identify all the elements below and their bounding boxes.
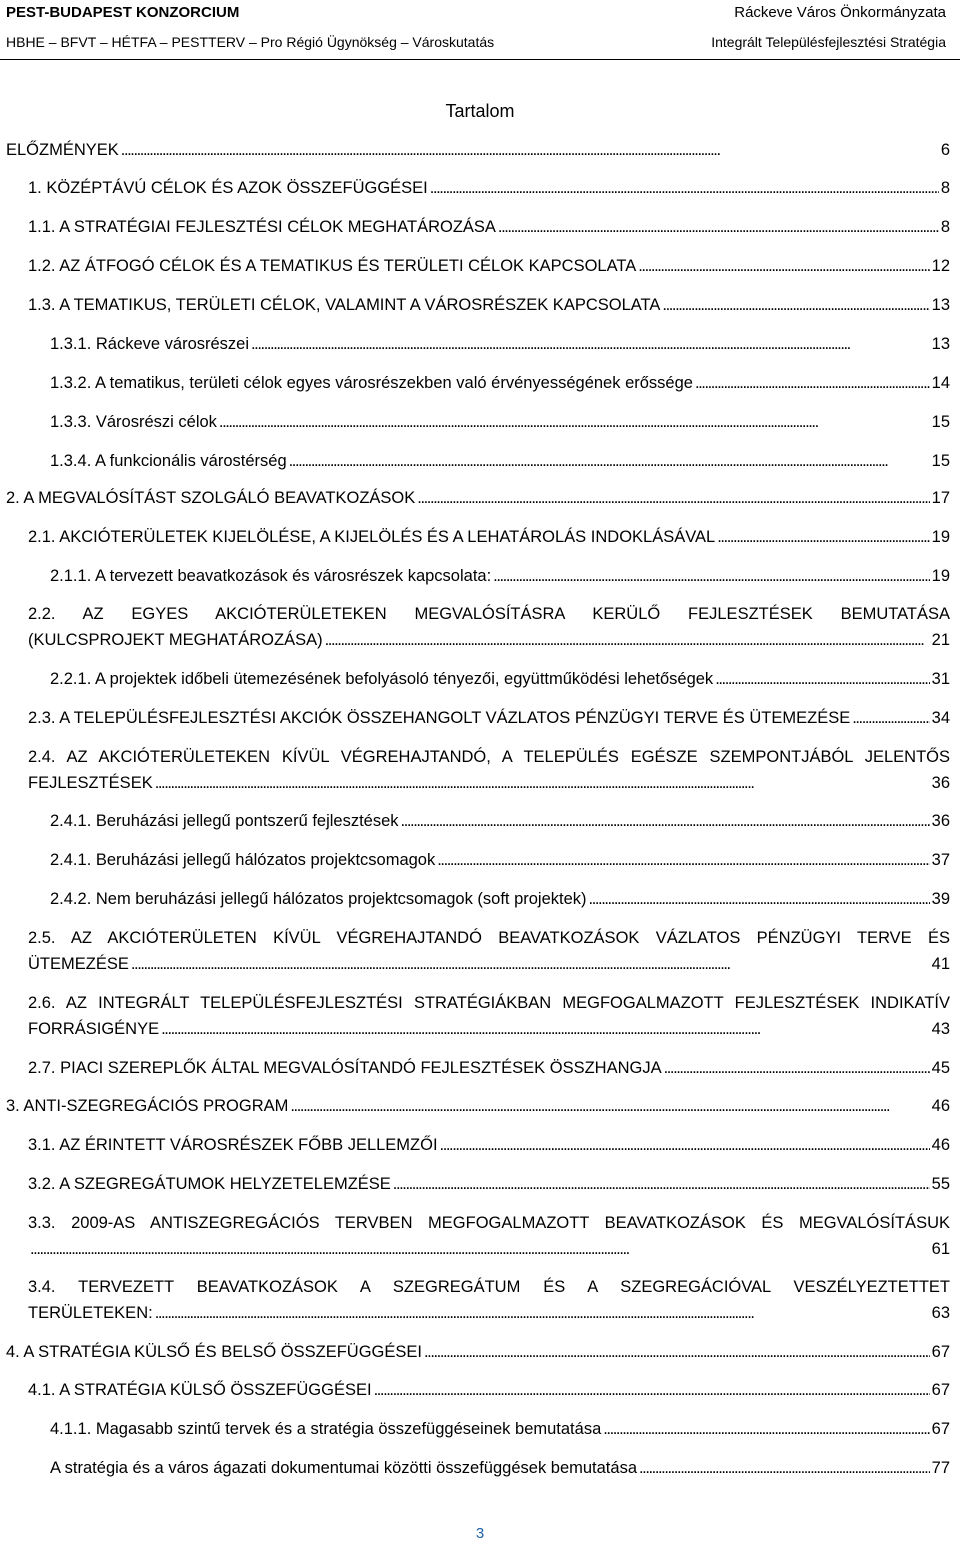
- toc-entry[interactable]: [50, 448, 950, 474]
- toc-entry-title: 2.7. PIACI SZEREPLŐK ÁLTAL MEGVALÓSÍTANDÓ FEJLESZTÉSEK ÖSSZHANGJA: [28, 1059, 662, 1077]
- toc-entry-title: 1.3.3. Városrészi célok: [50, 413, 217, 431]
- toc-entry-page: 21: [931, 631, 950, 649]
- dot-leader: [603, 1416, 929, 1442]
- dot-leader: [155, 770, 930, 796]
- dot-leader: [289, 448, 930, 474]
- toc-entry-page: 31: [931, 670, 950, 688]
- toc-entry-row: [28, 1236, 950, 1262]
- toc-entry-title: 1.1. A STRATÉGIAI FEJLESZTÉSI CÉLOK MEGHATÁROZÁSA: [28, 218, 496, 236]
- toc-entry[interactable]: [28, 524, 950, 550]
- dot-leader: [715, 666, 929, 692]
- dot-leader: [155, 1300, 930, 1326]
- toc-entry-title: 2.2.1. A projektek időbeli ütemezésének befolyásoló tényezői, együttműködési lehetőségek: [50, 670, 714, 688]
- toc-entry-row: [28, 292, 950, 318]
- toc-entry-title: 1. KÖZÉPTÁVÚ CÉLOK ÉS AZOK ÖSSZEFÜGGÉSEI: [28, 179, 428, 197]
- toc-entry[interactable]: [28, 292, 950, 318]
- toc-entry[interactable]: [28, 1377, 950, 1403]
- toc-entry-title: 4.1.1. Magasabb szintű tervek és a stratégia összefüggéseinek bemutatása: [50, 1420, 602, 1438]
- toc-entry-page: 13: [931, 335, 950, 353]
- toc-entry-row: [28, 627, 950, 653]
- toc-entry-title: A stratégia és a város ágazati dokumentumai közötti összefüggések bemutatása: [50, 1459, 637, 1477]
- toc-entry-title: 2.4.2. Nem beruházási jellegű hálózatos projektcsomagok (soft projektek): [50, 890, 587, 908]
- toc-entry-row: [50, 370, 950, 396]
- municipality-name: Ráckeve Város Önkormányzata: [734, 4, 946, 21]
- toc-entry-row: [50, 563, 950, 589]
- header-left: [6, 3, 494, 52]
- toc-entry[interactable]: [50, 563, 950, 589]
- toc-entry-heading-line: 2.2. AZ EGYES AKCIÓTERÜLETEKEN MEGVALÓSÍTÁSRA KERÜLŐ FEJLESZTÉSEK BEMUTATÁSA: [28, 605, 950, 623]
- toc-entry-row: [50, 847, 950, 873]
- toc-entry[interactable]: [28, 990, 950, 1042]
- dot-leader: [219, 409, 930, 435]
- toc-entry[interactable]: [6, 1093, 950, 1119]
- dot-leader: [325, 627, 930, 653]
- toc-entry-page: 43: [931, 1020, 950, 1038]
- toc-entry-row: [50, 808, 950, 834]
- toc-entry-heading-line: 2.5. AZ AKCIÓTERÜLETEN KÍVÜL VÉGREHAJTANDÓ BEAVATKOZÁSOK VÁZLATOS PÉNZÜGYI TERVE ÉS: [28, 929, 950, 947]
- dot-leader: [251, 331, 930, 357]
- toc-entry[interactable]: [50, 847, 950, 873]
- toc-entry-row: [50, 1455, 950, 1481]
- toc-entry-heading-line: 3.4. TERVEZETT BEAVATKOZÁSOK A SZEGREGÁTUM ÉS A SZEGREGÁCIÓVAL VESZÉLYEZTETTET: [28, 1278, 950, 1296]
- dot-leader: [121, 137, 939, 163]
- toc-entry-page: 17: [931, 489, 950, 507]
- toc-entry-row: [50, 331, 950, 357]
- toc-entry-row: [28, 1377, 950, 1403]
- dot-leader: [393, 1171, 930, 1197]
- dot-leader: [639, 1455, 930, 1481]
- consortium-name: PEST-BUDAPEST KONZORCIUM: [6, 4, 240, 21]
- toc-entry-page: 55: [931, 1175, 950, 1193]
- toc-entry-row: [28, 705, 950, 731]
- toc-entry[interactable]: [50, 409, 950, 435]
- toc-entry-row: [50, 886, 950, 912]
- toc-entry-page: 77: [931, 1459, 950, 1477]
- toc-entry[interactable]: [28, 705, 950, 731]
- toc-entry-row: [28, 524, 950, 550]
- dot-leader: [695, 370, 930, 396]
- toc-entry-row: [28, 1132, 950, 1158]
- dot-leader: [131, 951, 930, 977]
- toc-entry-row: [6, 1339, 950, 1365]
- dot-leader: [374, 1377, 930, 1403]
- toc-entry-page: 67: [931, 1343, 950, 1361]
- toc-entry-row: [28, 253, 950, 279]
- toc-entry-row: [28, 1055, 950, 1081]
- toc-entry-page: 67: [931, 1381, 950, 1399]
- toc-entry-page: 37: [931, 851, 950, 869]
- toc-entry-page: 45: [931, 1059, 950, 1077]
- dot-leader: [589, 886, 930, 912]
- dot-leader: [493, 563, 929, 589]
- toc-entry[interactable]: [28, 601, 950, 653]
- toc-entry-title: 1.3. A TEMATIKUS, TERÜLETI CÉLOK, VALAMINT A VÁROSRÉSZEK KAPCSOLATA: [28, 296, 661, 314]
- toc-entry[interactable]: [28, 744, 950, 796]
- toc-entry-page: 15: [931, 413, 950, 431]
- toc-entry-row: [50, 448, 950, 474]
- toc-entry-row: [6, 1093, 950, 1119]
- toc-entry-title: FEJLESZTÉSEK: [28, 774, 153, 792]
- toc-entry-title: 3. ANTI-SZEGREGÁCIÓS PROGRAM: [6, 1097, 289, 1115]
- toc-entry-page: 19: [931, 567, 950, 585]
- toc-entry[interactable]: [6, 1339, 950, 1365]
- toc-entry-title: 2.4.1. Beruházási jellegű hálózatos projektcsomagok: [50, 851, 436, 869]
- toc-entry[interactable]: [50, 1416, 950, 1442]
- toc-entry-title: ÜTEMEZÉSE: [28, 955, 129, 973]
- document-title: Integrált Településfejlesztési Stratégia: [711, 34, 946, 50]
- toc-entry-row: [28, 770, 950, 796]
- toc-entry-title: 2.4.1. Beruházási jellegű pontszerű fejlesztések: [50, 812, 399, 830]
- toc-entry-title: 4.1. A STRATÉGIA KÜLSŐ ÖSSZEFÜGGÉSEI: [28, 1381, 372, 1399]
- header-right: [711, 3, 946, 52]
- toc-entry[interactable]: [28, 1171, 950, 1197]
- toc-entry[interactable]: [28, 1055, 950, 1081]
- dot-leader: [290, 1093, 929, 1119]
- dot-leader: [417, 485, 929, 511]
- dot-leader: [717, 524, 929, 550]
- toc-entry[interactable]: [6, 137, 950, 163]
- toc-entry-title: 3.2. A SZEGREGÁTUMOK HELYZETELEMZÉSE: [28, 1175, 391, 1193]
- toc-entry-page: 12: [931, 257, 950, 275]
- consortium-members: HBHE – BFVT – HÉTFA – PESTTERV – Pro Régió Ügynökség – Városkutatás: [6, 34, 495, 50]
- toc-entry[interactable]: [50, 886, 950, 912]
- toc-entry-page: 8: [940, 218, 950, 236]
- toc-entry-row: [28, 951, 950, 977]
- toc-entry-title: 2.1.1. A tervezett beavatkozások és városrészek kapcsolata:: [50, 567, 492, 585]
- toc-entry-page: 6: [940, 141, 950, 159]
- toc-entry-page: 46: [931, 1097, 950, 1115]
- toc-entry-row: [28, 1171, 950, 1197]
- dot-leader: [662, 292, 929, 318]
- toc-entry-heading-line: 2.6. AZ INTEGRÁLT TELEPÜLÉSFEJLESZTÉSI STRATÉGIÁKBAN MEGFOGALMAZOTT FEJLESZTÉSEK INDIKATÍV: [28, 994, 950, 1012]
- dot-leader: [161, 1016, 930, 1042]
- page-number: 3: [475, 1525, 485, 1542]
- toc-entry[interactable]: [28, 1210, 950, 1262]
- toc-entry-row: [50, 666, 950, 692]
- page-header: [0, 0, 960, 60]
- toc-entry-title: 4. A STRATÉGIA KÜLSŐ ÉS BELSŐ ÖSSZEFÜGGÉSEI: [6, 1343, 422, 1361]
- toc-entry-row: [6, 137, 950, 163]
- toc-entry[interactable]: [28, 214, 950, 240]
- toc-entry-title: 2. A MEGVALÓSÍTÁST SZOLGÁLÓ BEAVATKOZÁSOK: [6, 489, 416, 507]
- toc-entry[interactable]: [28, 1132, 950, 1158]
- toc-entry-page: 61: [931, 1240, 950, 1258]
- toc-entry-title: 1.2. AZ ÁTFOGÓ CÉLOK ÉS A TEMATIKUS ÉS TERÜLETI CÉLOK KAPCSOLATA: [28, 257, 637, 275]
- toc-entry-title: TERÜLETEKEN:: [28, 1304, 153, 1322]
- toc-entry-row: [50, 1416, 950, 1442]
- toc-entry-page: 63: [931, 1304, 950, 1322]
- dot-leader: [30, 1236, 930, 1262]
- toc-entry[interactable]: [50, 1455, 950, 1481]
- toc-entry-title: 2.3. A TELEPÜLÉSFEJLESZTÉSI AKCIÓK ÖSSZEHANGOLT VÁZLATOS PÉNZÜGYI TERVE ÉS ÜTEMEZÉSE: [28, 709, 851, 727]
- toc-entry[interactable]: [50, 808, 950, 834]
- toc-entry-title: 1.3.1. Ráckeve városrészei: [50, 335, 250, 353]
- toc-entry-row: [6, 485, 950, 511]
- dot-leader: [430, 175, 939, 201]
- toc-entry[interactable]: [28, 253, 950, 279]
- toc-entry[interactable]: [50, 666, 950, 692]
- toc-entry-page: 36: [931, 812, 950, 830]
- dot-leader: [852, 705, 929, 731]
- toc-entry-title: FORRÁSIGÉNYE: [28, 1020, 160, 1038]
- dot-leader: [437, 847, 929, 873]
- toc-entry-title: 2.1. AKCIÓTERÜLETEK KIJELÖLÉSE, A KIJELÖLÉS ÉS A LEHATÁROLÁS INDOKLÁSÁVAL: [28, 528, 716, 546]
- toc-entry-page: 67: [931, 1420, 950, 1438]
- toc-entry-row: [28, 1016, 950, 1042]
- toc-entry-page: 19: [931, 528, 950, 546]
- toc-entry-title: 1.3.2. A tematikus, területi célok egyes városrészekben való érvényességének erőssége: [50, 374, 693, 392]
- toc-entry-title: 3.1. AZ ÉRINTETT VÁROSRÉSZEK FŐBB JELLEMZŐI: [28, 1136, 438, 1154]
- toc-entry-page: 34: [931, 709, 950, 727]
- toc-entry[interactable]: [28, 175, 950, 201]
- toc-entry-page: 39: [931, 890, 950, 908]
- toc-entry-page: 8: [940, 179, 950, 197]
- toc-entry-heading-line: 3.3. 2009-AS ANTISZEGREGÁCIÓS TERVBEN MEGFOGALMAZOTT BEAVATKOZÁSOK ÉS MEGVALÓSÍTÁSUK: [28, 1214, 950, 1232]
- toc-entry[interactable]: [6, 485, 950, 511]
- toc-entry-row: [50, 409, 950, 435]
- toc-entry[interactable]: [50, 370, 950, 396]
- dot-leader: [440, 1132, 930, 1158]
- toc-entry-row: [28, 214, 950, 240]
- dot-leader: [638, 253, 929, 279]
- toc-title: Tartalom: [445, 101, 515, 121]
- toc-entry-title: ELŐZMÉNYEK: [6, 141, 119, 159]
- dot-leader: [424, 1339, 930, 1365]
- dot-leader: [401, 808, 930, 834]
- toc-entry-title: (KULCSPROJEKT MEGHATÁROZÁSA): [28, 631, 323, 649]
- toc-entry-page: 46: [931, 1136, 950, 1154]
- toc-entry-title: 1.3.4. A funkcionális várostérség: [50, 452, 287, 470]
- toc-entry-row: [28, 175, 950, 201]
- toc-entry-page: 36: [931, 774, 950, 792]
- toc-entry-row: [28, 1300, 950, 1326]
- toc-entry[interactable]: [28, 925, 950, 977]
- toc-entry-page: 13: [931, 296, 950, 314]
- toc-entry-page: 15: [931, 452, 950, 470]
- toc-entry-heading-line: 2.4. AZ AKCIÓTERÜLETEKEN KÍVÜL VÉGREHAJTANDÓ, A TELEPÜLÉS EGÉSZE SZEMPONTJÁBÓL JELENTŐS: [28, 748, 950, 766]
- dot-leader: [498, 214, 939, 240]
- dot-leader: [664, 1055, 930, 1081]
- toc-entry[interactable]: [50, 331, 950, 357]
- toc-entry-page: 41: [931, 955, 950, 973]
- toc-entry-page: 14: [931, 374, 950, 392]
- toc-entry[interactable]: [28, 1274, 950, 1326]
